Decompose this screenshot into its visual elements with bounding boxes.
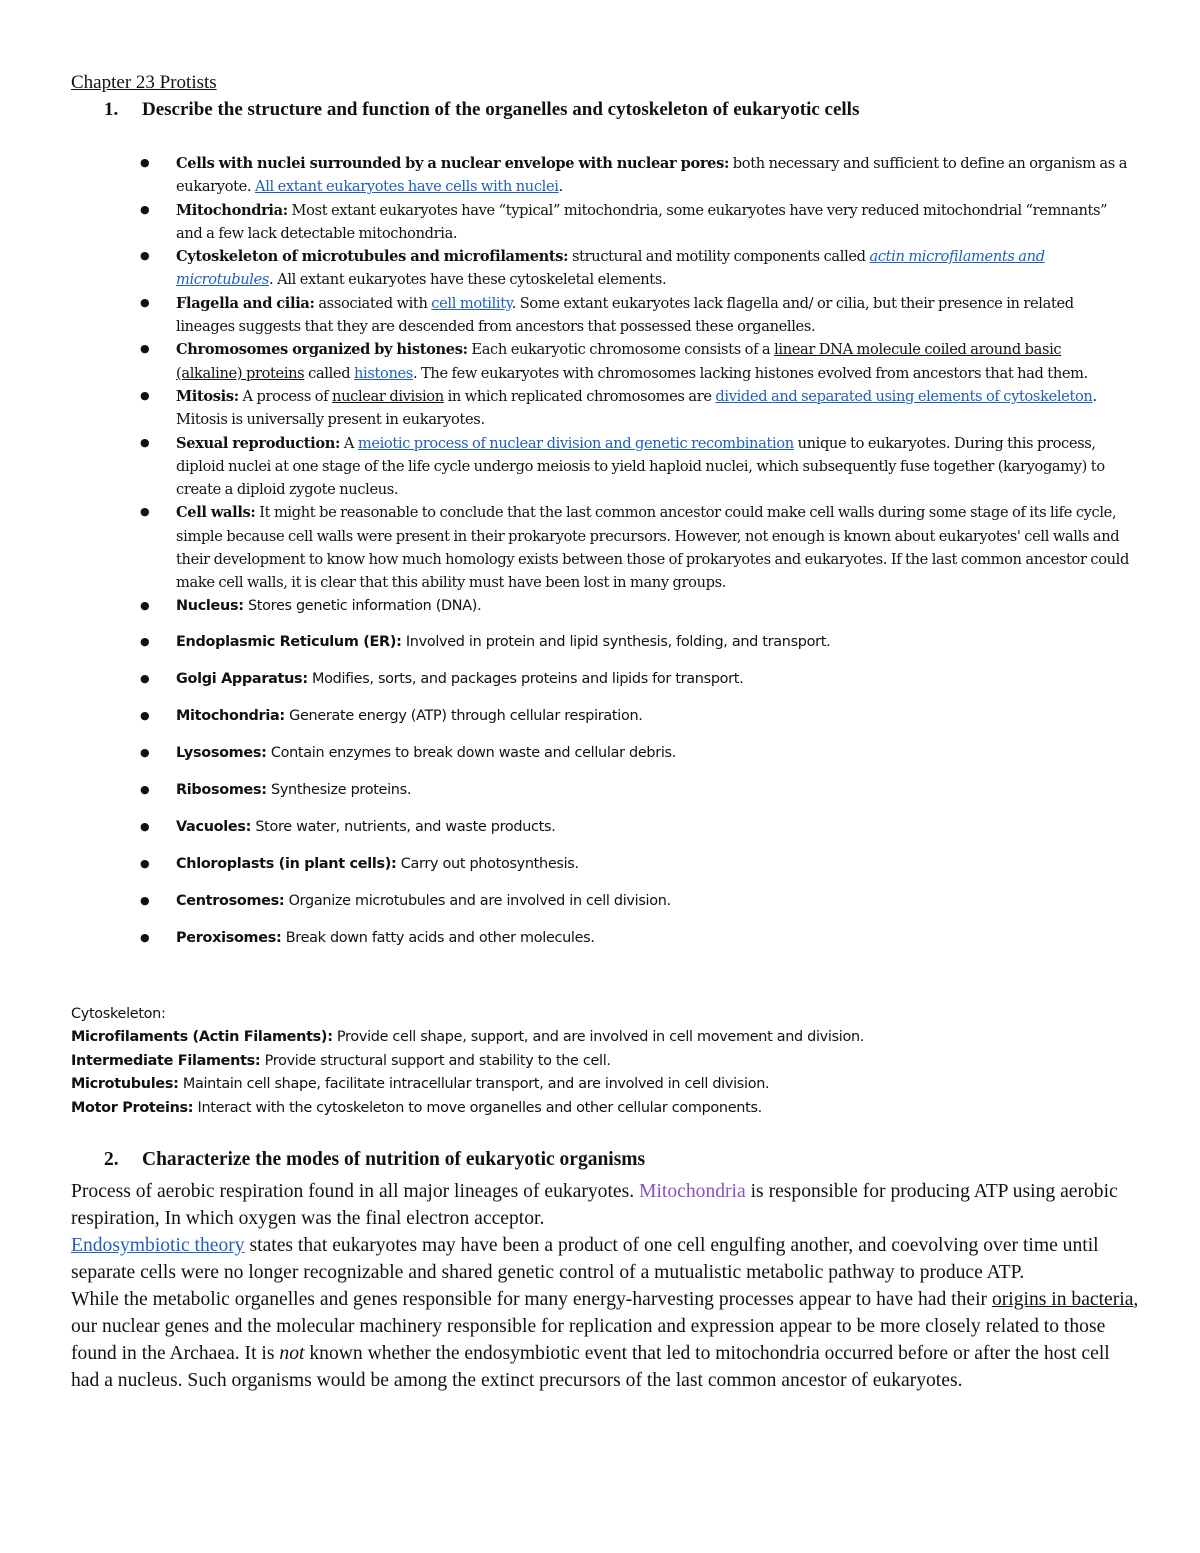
paragraph	[71, 1178, 1141, 1232]
bullet-icon: ●	[140, 930, 150, 944]
bullet-icon: ●	[140, 671, 150, 685]
bullet-icon: ●	[140, 388, 150, 402]
item-text: Involved in protein and lipid synthesis, folding, and transport.	[401, 633, 831, 650]
item-text: in which replicated chromosomes are	[443, 387, 716, 405]
line-term: Microfilaments (Actin Filaments):	[71, 1029, 333, 1046]
nutrition-body	[71, 1178, 1141, 1394]
bullet-icon: ●	[140, 156, 150, 169]
paragraph-text: Process of aerobic respiration found in all major lineages of eukaryotes.	[71, 1181, 640, 1202]
item-text: Store water, nutrients, and waste products.	[251, 818, 556, 835]
bullet-icon: ●	[140, 598, 150, 612]
item-term: Cell walls:	[176, 504, 256, 522]
cytoskeleton-label: Cytoskeleton:	[71, 1006, 166, 1022]
item-text: unique to eukaryotes. During this process, diploid nuclei at one stage of the life cycle undergo meiosis to yield haploid nuclei, which subsequently fuse together (karyogamy) to create a diploid zygote nucleus.	[176, 434, 1105, 499]
question-1-number: 1.	[104, 99, 119, 120]
cytoskeleton-line	[71, 1073, 1171, 1096]
item-term: Centrosomes:	[176, 892, 285, 909]
item-text: Generate energy (ATP) through cellular respiration.	[284, 707, 643, 724]
list-item	[140, 927, 1130, 964]
bullet-icon: ●	[140, 435, 150, 449]
item-text: associated with	[314, 294, 432, 312]
line-text: Interact with the cytoskeleton to move organelles and other cellular components.	[193, 1099, 762, 1116]
list-item	[140, 853, 1130, 890]
question-2-number: 2.	[104, 1149, 119, 1170]
line-term: Microtubules:	[71, 1076, 179, 1093]
item-link[interactable]: divided and separated using elements of cytoskeleton	[715, 387, 1093, 405]
emphasis: not	[279, 1343, 305, 1364]
item-term: Golgi Apparatus:	[176, 670, 308, 687]
list-item	[140, 742, 1130, 779]
item-term: Cells with nuclei surrounded by a nuclear envelope with nuclear pores:	[176, 155, 730, 172]
list-item	[140, 595, 1130, 631]
question-2-heading	[104, 1149, 645, 1171]
item-link[interactable]: All extant eukaryotes have cells with nuclei	[255, 178, 559, 196]
item-text: A process of	[238, 387, 333, 405]
chapter-title: Chapter 23 Protists	[71, 72, 217, 93]
bullet-icon: ●	[140, 342, 150, 356]
item-text: Most extant eukaryotes have “typical” mitochondria, some eukaryotes have very reduced mitochondrial “remnants” and a few lack detectable mitochondria.	[176, 201, 1108, 242]
highlighted-term: Mitochondria	[639, 1181, 746, 1202]
list-item	[140, 152, 1130, 199]
cytoskeleton-section	[71, 1003, 1171, 1120]
bullet-icon: ●	[140, 708, 150, 722]
paragraph-text: , our nuclear genes and the molecular machinery responsible for replication and expression appear to be more closely related to those found in the Archaea. It is	[71, 1289, 1139, 1364]
item-text: . All extant eukaryotes have these cytoskeletal elements.	[269, 271, 667, 289]
item-text: . Mitosis is universally present in eukaryotes.	[176, 387, 1097, 429]
item-link[interactable]: meiotic process of nuclear division and genetic recombination	[357, 434, 794, 452]
item-text: called	[304, 364, 354, 382]
list-item	[140, 292, 1130, 339]
item-text: Contain enzymes to break down waste and cellular debris.	[266, 744, 676, 761]
cytoskeleton-line	[71, 1097, 1171, 1120]
item-text: . The few eukaryotes with chromosomes lacking histones evolved from ancestors that had them.	[412, 364, 1088, 382]
item-text: Modifies, sorts, and packages proteins and lipids for transport.	[307, 670, 744, 687]
bullet-icon: ●	[140, 249, 150, 263]
question-1-heading	[104, 99, 859, 121]
item-link[interactable]: histones	[354, 364, 413, 382]
organelle-list	[140, 152, 1130, 964]
line-text: Provide structural support and stability to the cell.	[260, 1052, 611, 1069]
bullet-icon: ●	[140, 782, 150, 796]
item-term: Peroxisomes:	[176, 929, 282, 946]
question-1-text: Describe the structure and function of the organelles and cytoskeleton of eukaryotic cells	[142, 99, 860, 120]
bullet-icon: ●	[140, 893, 150, 907]
line-term: Intermediate Filaments:	[71, 1052, 261, 1069]
list-item	[140, 199, 1130, 246]
list-item	[140, 890, 1130, 927]
bullet-icon: ●	[140, 505, 150, 519]
item-text: Each eukaryotic chromosome consists of a	[467, 341, 775, 359]
paragraph	[71, 1286, 1141, 1394]
item-term: Cytoskeleton of microtubules and microfilaments:	[176, 248, 569, 266]
item-link[interactable]: actin microfilaments and microtubules	[176, 248, 1045, 289]
item-text: A	[340, 434, 358, 452]
bullet-icon: ●	[140, 634, 150, 648]
underlined-phrase: origins in bacteria	[991, 1289, 1134, 1310]
item-term: Mitochondria:	[176, 707, 285, 724]
list-item	[140, 385, 1130, 432]
cytoskeleton-line	[71, 1050, 1171, 1073]
list-item	[140, 338, 1130, 385]
item-term: Lysosomes:	[176, 744, 267, 761]
item-term: Ribosomes:	[176, 781, 267, 798]
line-term: Motor Proteins:	[71, 1099, 194, 1116]
item-term: Mitosis:	[176, 387, 239, 405]
list-item	[140, 779, 1130, 816]
list-item	[140, 668, 1130, 705]
paragraph-text: states that eukaryotes may have been a product of one cell engulfing another, and coevolving over time until separate cells were no longer recognizable and shared genetic control of a mutualistic metabolic pathway to produce ATP.	[71, 1235, 1099, 1283]
item-term: Vacuoles:	[176, 818, 252, 835]
item-underlined: nuclear division	[332, 387, 444, 405]
bullet-icon: ●	[140, 856, 150, 870]
paragraph-text: known whether the endosymbiotic event that led to mitochondria occurred before or after the host cell had a nucleus. Such organisms would be among the extinct precursors of the last common ancestor of eukaryotes.	[71, 1343, 1110, 1391]
paragraph-text: is responsible for producing ATP using aerobic respiration, In which oxygen was the final electron acceptor.	[71, 1181, 1118, 1229]
endosymbiotic-theory-link[interactable]: Endosymbiotic theory	[71, 1235, 245, 1256]
item-text: . Some extant eukaryotes lack flagella and/ or cilia, but their presence in related lineages suggests that they are descended from ancestors that possessed these organelles.	[176, 294, 1074, 336]
line-text: Maintain cell shape, facilitate intracellular transport, and are involved in cell division.	[178, 1076, 770, 1093]
list-item	[140, 816, 1130, 853]
list-item	[140, 631, 1130, 668]
item-text: It might be reasonable to conclude that the last common ancestor could make cell walls during some stage of its life cycle, simple because cell walls were present in their prokaryote precursors. However, not enough is known about eukaryotes' cell walls and their development to know how much homology exists between those of prokaryotes and eukaryotes. If the last common ancestor could make cell walls, it is clear that this ability must have been lost in many groups.	[176, 504, 1129, 592]
item-term: Chromosomes organized by histones:	[176, 341, 468, 359]
item-term: Chloroplasts (in plant cells):	[176, 855, 397, 872]
item-text: structural and motility components called	[568, 248, 870, 266]
list-item	[140, 705, 1130, 742]
item-text: Synthesize proteins.	[266, 781, 412, 798]
item-text: .	[558, 178, 563, 196]
item-text: Stores genetic information (DNA).	[243, 597, 482, 614]
item-underlined: linear DNA molecule coiled around basic (alkaline) proteins	[176, 341, 1062, 382]
list-item	[140, 501, 1130, 594]
paragraph	[71, 1232, 1141, 1286]
item-text: Carry out photosynthesis.	[396, 855, 579, 872]
item-term: Nucleus:	[176, 597, 244, 614]
paragraph-text: While the metabolic organelles and genes responsible for many energy-harvesting processes appear to have had their	[71, 1289, 992, 1310]
item-term: Endoplasmic Reticulum (ER):	[176, 633, 402, 650]
cytoskeleton-line	[71, 1026, 1171, 1049]
bullet-icon: ●	[140, 295, 150, 309]
list-item	[140, 432, 1130, 502]
item-term: Flagella and cilia:	[176, 294, 315, 312]
item-link[interactable]: cell motility	[431, 294, 512, 312]
item-text: Break down fatty acids and other molecules.	[281, 929, 595, 946]
item-text: Organize microtubules and are involved in cell division.	[284, 892, 671, 909]
list-item	[140, 245, 1130, 292]
bullet-icon: ●	[140, 202, 150, 216]
bullet-icon: ●	[140, 819, 150, 833]
item-term: Mitochondria:	[176, 201, 288, 219]
item-text: both necessary and sufficient to define an organism as a eukaryote.	[176, 155, 1128, 196]
question-2-text: Characterize the modes of nutrition of eukaryotic organisms	[142, 1149, 646, 1170]
bullet-icon: ●	[140, 745, 150, 759]
line-text: Provide cell shape, support, and are involved in cell movement and division.	[332, 1029, 865, 1046]
item-term: Sexual reproduction:	[176, 434, 341, 452]
